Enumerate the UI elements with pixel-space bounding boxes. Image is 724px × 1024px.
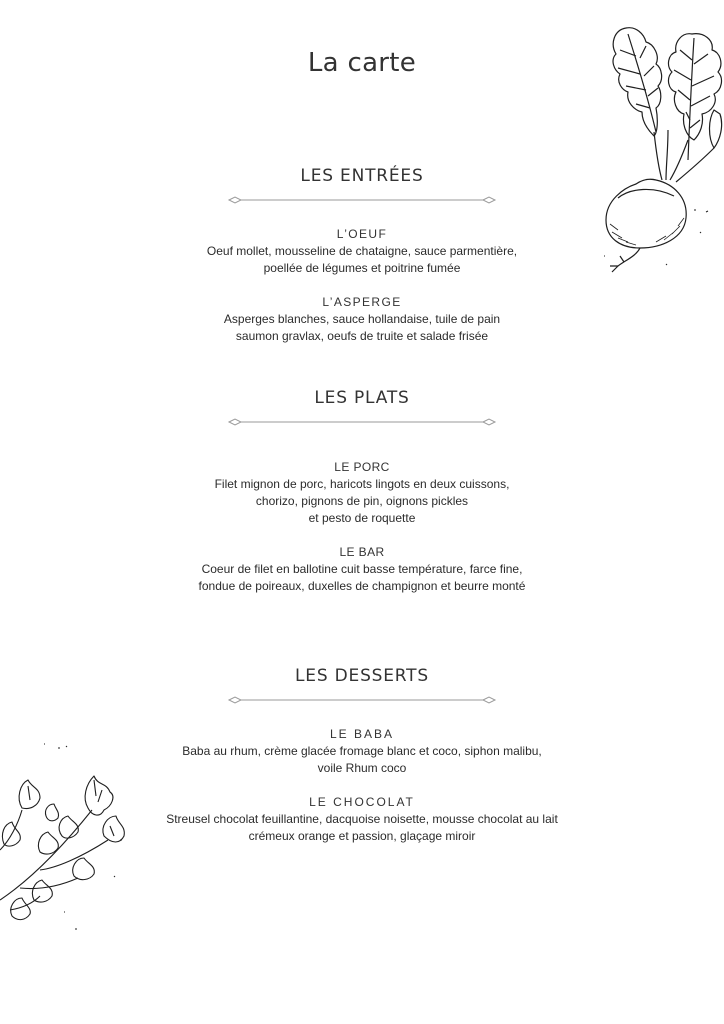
dish-description-line: Asperges blanches, sauce hollandaise, tuile de pain: [223, 312, 501, 326]
dish-description-line: fondue de poireaux, duxelles de champignon et beurre monté: [198, 579, 526, 593]
page-title: La carte: [307, 48, 417, 78]
dish-description-line: poellée de légumes et poitrine fumée: [263, 261, 461, 275]
dish-description-line: Baba au rhum, crème glacée fromage blanc et coco, siphon malibu,: [182, 744, 542, 758]
section-divider: [227, 195, 497, 205]
dish-description-line: saumon gravlax, oeufs de truite et salade frisée: [235, 329, 489, 343]
section-heading: LES DESSERTS: [295, 666, 429, 686]
dish-item: [0, 794, 724, 845]
section-entrees: [0, 165, 724, 362]
dish-item: [0, 544, 724, 595]
dish-description-line: chorizo, pignons de pin, oignons pickles: [255, 494, 469, 508]
dish-item: [0, 294, 724, 345]
dish-item: [0, 459, 724, 527]
section-divider: [227, 417, 497, 427]
dish-description-line: Streusel chocolat feuillantine, dacquoise noisette, mousse chocolat au lait: [166, 812, 558, 826]
dish-name: LE PORC: [334, 460, 390, 474]
dish-description: [0, 311, 724, 345]
dish-item: [0, 726, 724, 777]
dish-description: [0, 743, 724, 777]
dish-description: [0, 476, 724, 527]
dish-description-line: et pesto de roquette: [308, 511, 416, 525]
dish-item: [0, 226, 724, 277]
section-plats: [0, 387, 724, 612]
section-desserts: [0, 665, 724, 862]
dish-description-line: voile Rhum coco: [317, 761, 407, 775]
dish-description: [0, 243, 724, 277]
dish-name: LE BABA: [329, 727, 395, 741]
dish-name: LE BAR: [339, 545, 385, 559]
dish-description: [0, 561, 724, 595]
dish-description-line: Coeur de filet en ballotine cuit basse température, farce fine,: [201, 562, 523, 576]
dish-name: LE CHOCOLAT: [309, 795, 415, 809]
dish-name: L’OEUF: [336, 227, 388, 241]
section-heading: LES ENTRÉES: [300, 166, 424, 186]
section-divider: [227, 695, 497, 705]
dish-name: L’ASPERGE: [322, 295, 402, 309]
dish-description-line: Filet mignon de porc, haricots lingots en deux cuissons,: [214, 477, 510, 491]
dish-description-line: crémeux orange et passion, glaçage miroir: [248, 829, 476, 843]
section-heading: LES PLATS: [314, 388, 410, 408]
dish-description-line: Oeuf mollet, mousseline de chataigne, sauce parmentière,: [206, 244, 518, 258]
dish-description: [0, 811, 724, 845]
